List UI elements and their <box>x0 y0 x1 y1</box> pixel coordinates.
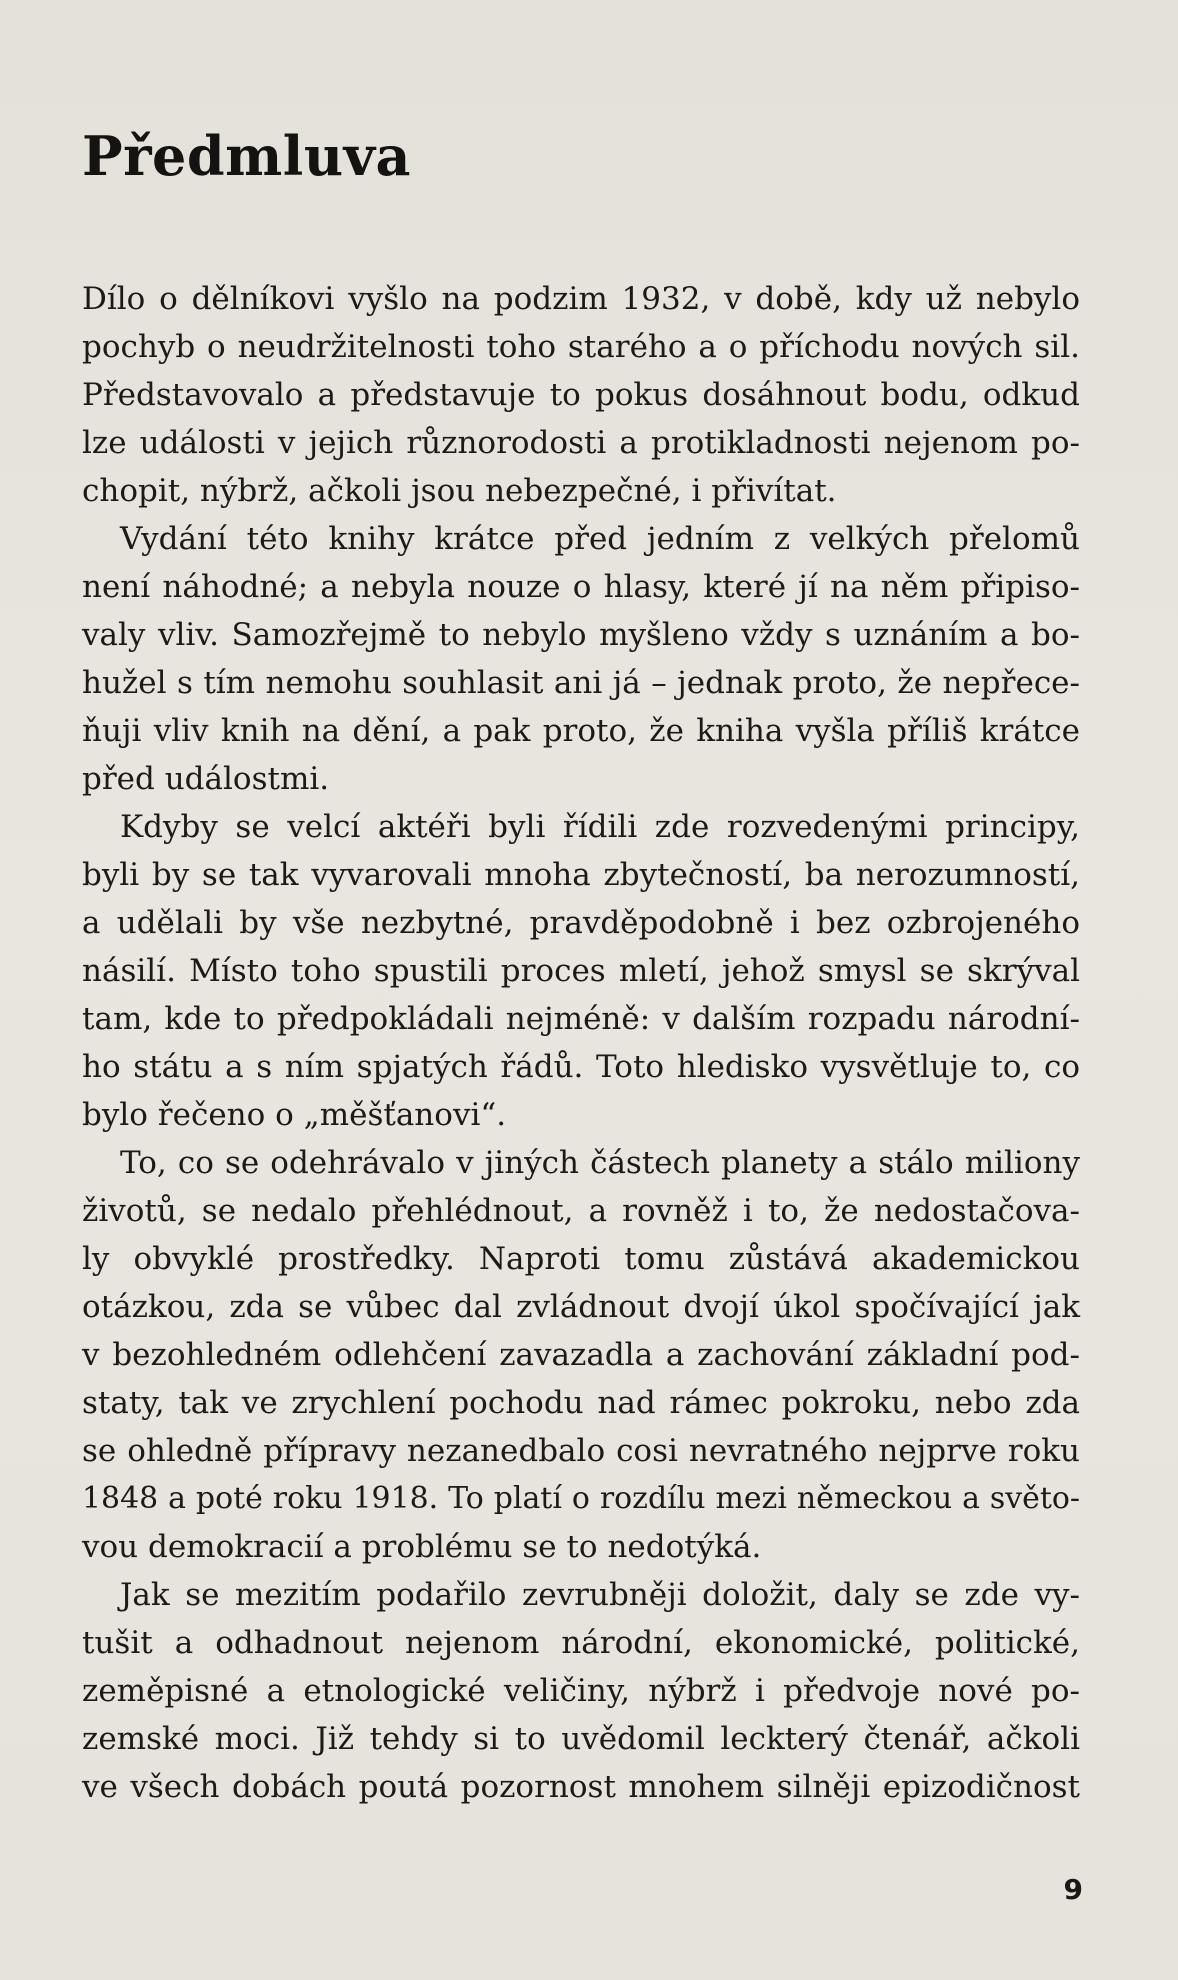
text-line: vou demokracií a problému se to nedotýká. <box>82 1529 762 1565</box>
text-line: se ohledně přípravy nezanedbalo cosi nevratného nejprve roku <box>82 1433 1080 1469</box>
text-line: násilí. Místo toho spustili proces mletí, jehož smysl se skrýval <box>82 953 1080 989</box>
text-line: ly obvyklé prostředky. Naproti tomu zůstává akademickou <box>82 1241 1080 1277</box>
text-line: byli by se tak vyvarovali mnoha zbytečností, ba nerozumností, <box>82 857 1080 893</box>
text-line: v bezohledném odlehčení zavazadla a zachování základní pod- <box>82 1337 1080 1373</box>
chapter-title: Předmluva <box>82 124 411 188</box>
text-line: Jak se mezitím podařilo zevrubněji doložit, daly se zde vy- <box>120 1577 1080 1613</box>
text-line: Vydání této knihy krátce před jedním z velkých přelomů <box>120 521 1080 557</box>
text-line: před událostmi. <box>82 761 330 797</box>
text-line: ňuji vliv knih na dění, a pak proto, že kniha vyšla příliš krátce <box>82 713 1080 749</box>
text-line: zemské moci. Již tehdy si to uvědomil leckterý čtenář, ačkoli <box>82 1721 1080 1757</box>
text-line: 1848 a poté roku 1918. To platí o rozdílu mezi německou a světo- <box>82 1481 1080 1516</box>
text-line: není náhodné; a nebyla nouze o hlasy, které jí na něm připiso- <box>82 569 1080 605</box>
text-line: Kdyby se velcí aktéři byli řídili zde rozvedenými principy, <box>120 809 1080 845</box>
text-line: To, co se odehrávalo v jiných částech planety a stálo miliony <box>120 1145 1080 1181</box>
page-number: 9 <box>1063 1873 1083 1906</box>
text-line: Představovalo a představuje to pokus dosáhnout bodu, odkud <box>82 377 1080 413</box>
text-line: životů, se nedalo přehlédnout, a rovněž i to, že nedostačova- <box>82 1193 1080 1229</box>
text-line: ve všech dobách poutá pozornost mnohem silněji epizodičnost <box>82 1769 1080 1805</box>
text-line: otázkou, zda se vůbec dal zvládnout dvojí úkol spočívající jak <box>82 1289 1080 1325</box>
text-line: tam, kde to předpokládali nejméně: v dalším rozpadu národní- <box>82 1001 1080 1037</box>
text-line: Dílo o dělníkovi vyšlo na podzim 1932, v době, kdy už nebylo <box>82 281 1080 317</box>
text-line: zeměpisné a etnologické veličiny, nýbrž i předvoje nové po- <box>82 1673 1080 1709</box>
text-line: bylo řečeno o „měšťanovi“. <box>82 1097 507 1133</box>
text-line: pochyb o neudržitelnosti toho starého a o příchodu nových sil. <box>82 329 1080 365</box>
text-line: lze události v jejich různorodosti a protikladnosti nejenom po- <box>82 425 1080 461</box>
text-line: valy vliv. Samozřejmě to nebylo myšleno vždy s uznáním a bo- <box>82 617 1080 653</box>
text-line: hužel s tím nemohu souhlasit ani já – jednak proto, že nepřece- <box>82 665 1080 701</box>
text-line: chopit, nýbrž, ačkoli jsou nebezpečné, i přivítat. <box>82 473 837 509</box>
text-line: ho státu a s ním spjatých řádů. Toto hledisko vysvětluje to, co <box>82 1049 1080 1085</box>
text-line: a udělali by vše nezbytné, pravděpodobně i bez ozbrojeného <box>82 905 1080 941</box>
body-text <box>82 275 1080 1811</box>
text-line: tušit a odhadnout nejenom národní, ekonomické, politické, <box>82 1625 1080 1661</box>
text-line: staty, tak ve zrychlení pochodu nad rámec pokroku, nebo zda <box>82 1385 1080 1421</box>
